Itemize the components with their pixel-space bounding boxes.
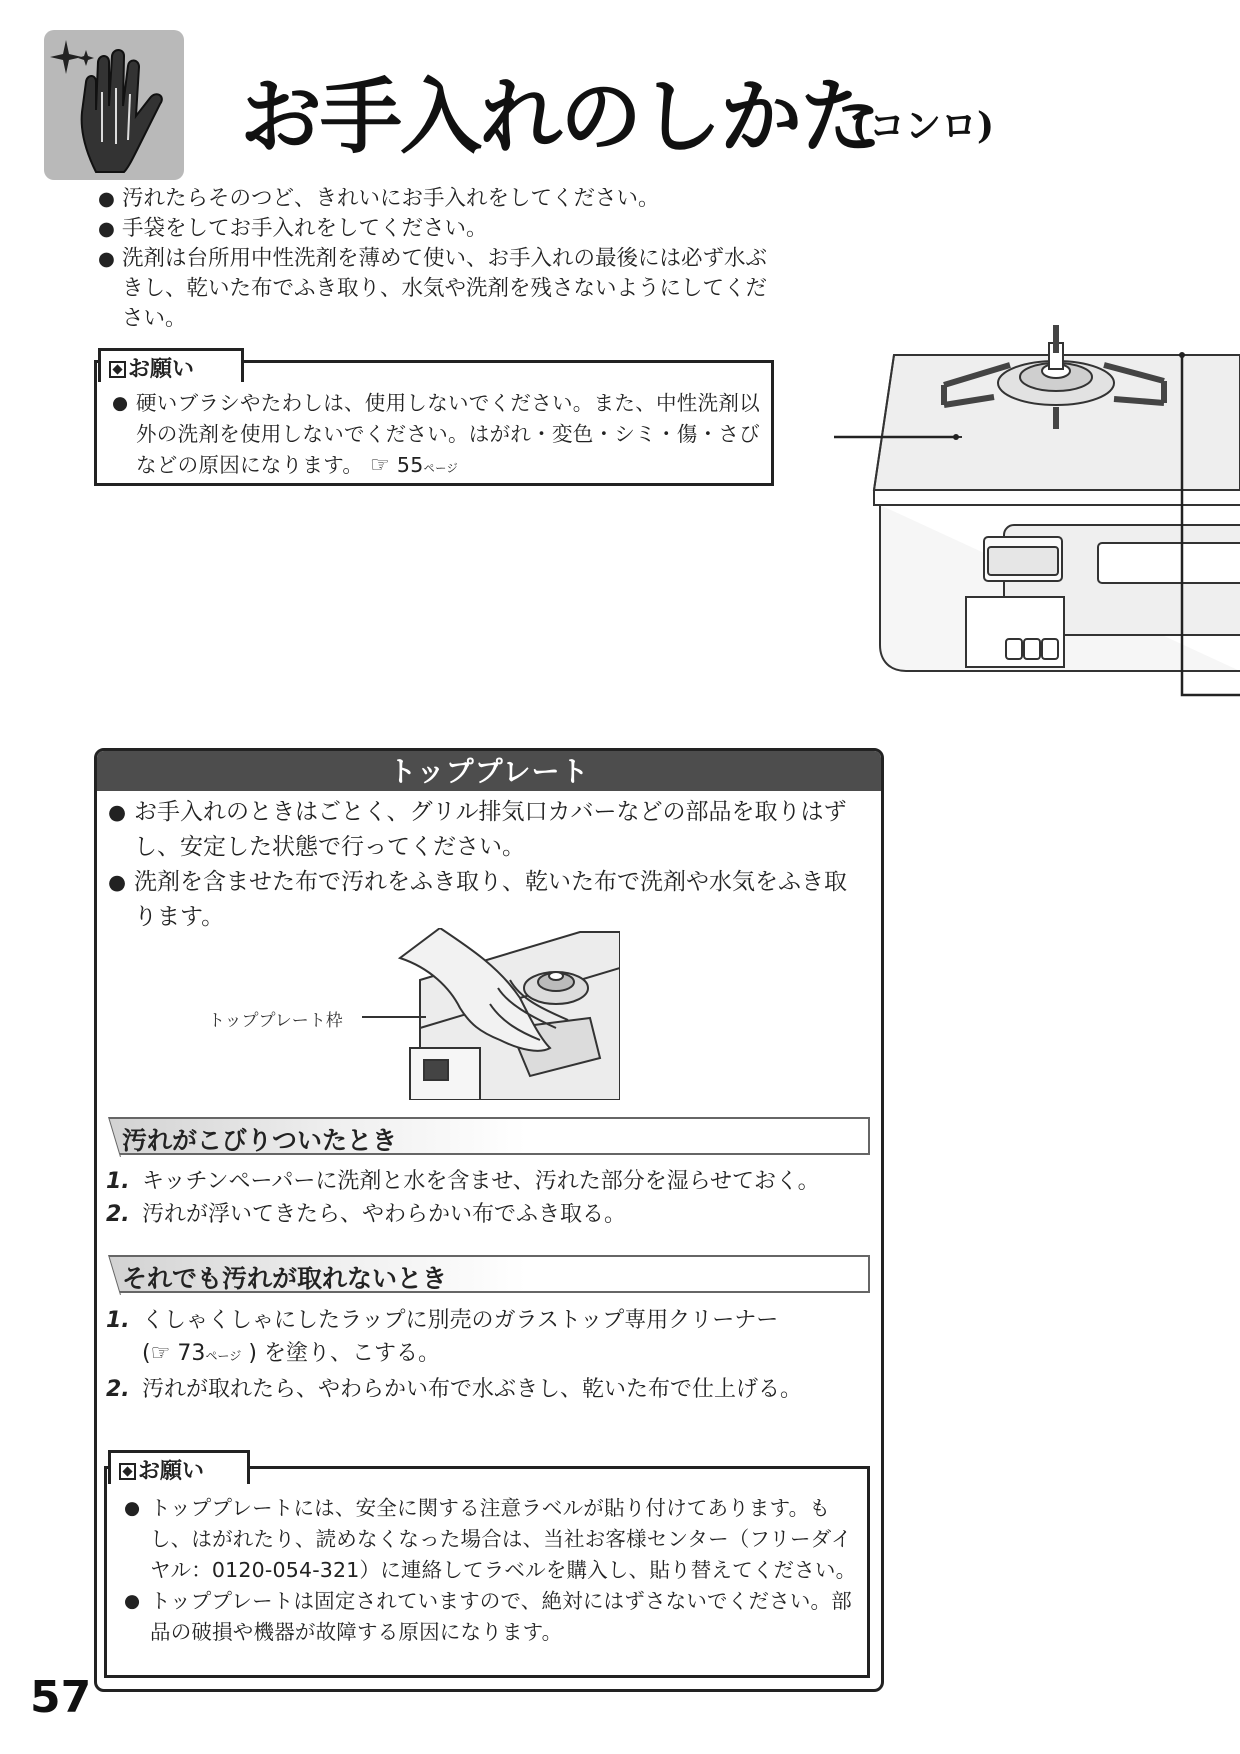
step-item: 1. くしゃくしゃにしたラップに別売のガラストップ専用クリーナー (☞ 73ページ ) を塗り、こする。 [106,1308,779,1366]
top-plate-bullet: ● 洗剤を含ませた布で汚れをふき取り、乾いた布で洗剤や水気をふき取ります。 [108,865,869,935]
section-title: それでも汚れが取れないとき [122,1264,448,1293]
notice-bullet: ● トッププレートには、安全に関する注意ラベルが貼り付けてあります。もし、はがれたり、読めなくなった場合は、当社お客様センター（フリーダイヤル：0120-054-321）に連絡してラベルを購入し、貼り替えてください。 [124,1493,864,1586]
notice-label: お願い [108,1450,250,1484]
notice-text: ● 硬いブラシやたわしは、使用しないでください。また、中性洗剤以外の洗剤を使用しないでください。はがれ・変色・シミ・傷・さびなどの原因になります。 ☞ 55ページ [112,388,762,484]
step-item: 2. 汚れが浮いてきたら、やわらかい布でふき取る。 [106,1202,627,1227]
intro-bullet: ● 手袋をしてお手入れをしてください。 [98,214,778,244]
notice-label: お願い [98,348,244,382]
page-number: 57 [30,1672,92,1723]
intro-bullet: ● 汚れたらそのつど、きれいにお手入れをしてください。 [98,184,778,214]
panel-heading: トッププレート [97,751,881,791]
notice-diamond-icon [109,361,126,378]
reference-icon: ☞ [370,453,391,478]
top-plate-bullet-list [108,795,868,935]
intro-bullet-list [98,184,778,334]
wiping-top-plate-illustration [380,928,620,1100]
page-title: お手入れのしかた [240,69,881,165]
notice-diamond-icon [119,1463,136,1480]
top-plate-frame-label: トッププレート枠 [208,1011,343,1031]
section-header [108,1117,870,1155]
notice-bullet-list [124,1493,864,1648]
label-leader-line [362,1016,426,1018]
intro-bullet: ● 洗剤は台所用中性洗剤を薄めて使い、お手入れの最後には必ず水ぶきし、乾いた布でふき取り、水気や洗剤を残さないようにしてください。 [98,244,772,334]
top-plate-bullet: ● お手入れのときはごとく、グリル排気口カバーなどの部品を取りはずし、安定した状態で行ってください。 [108,795,868,865]
section-slash-icon [106,1117,122,1157]
step-list [106,1304,876,1406]
step-item: 2. 汚れが取れたら、やわらかい布で水ぶきし、乾いた布で仕上げる。 [106,1377,803,1402]
cleaning-hand-icon [46,32,186,182]
section-slash-icon [106,1255,122,1295]
gas-stove-illustration [834,325,1240,730]
step-item: 1. キッチンペーパーに洗剤と水を含ませ、汚れた部分を湿らせておく。 [106,1169,820,1194]
page-subtitle: (コンロ) [852,105,995,147]
section-title: 汚れがこびりついたとき [122,1126,398,1155]
reference-icon: ☞ [150,1341,171,1366]
notice-bullet: ● トッププレートは固定されていますので、絶対にはずさないでください。部品の破損や機器が故障する原因になります。 [124,1586,864,1648]
step-list [106,1165,876,1231]
section-header [108,1255,870,1293]
